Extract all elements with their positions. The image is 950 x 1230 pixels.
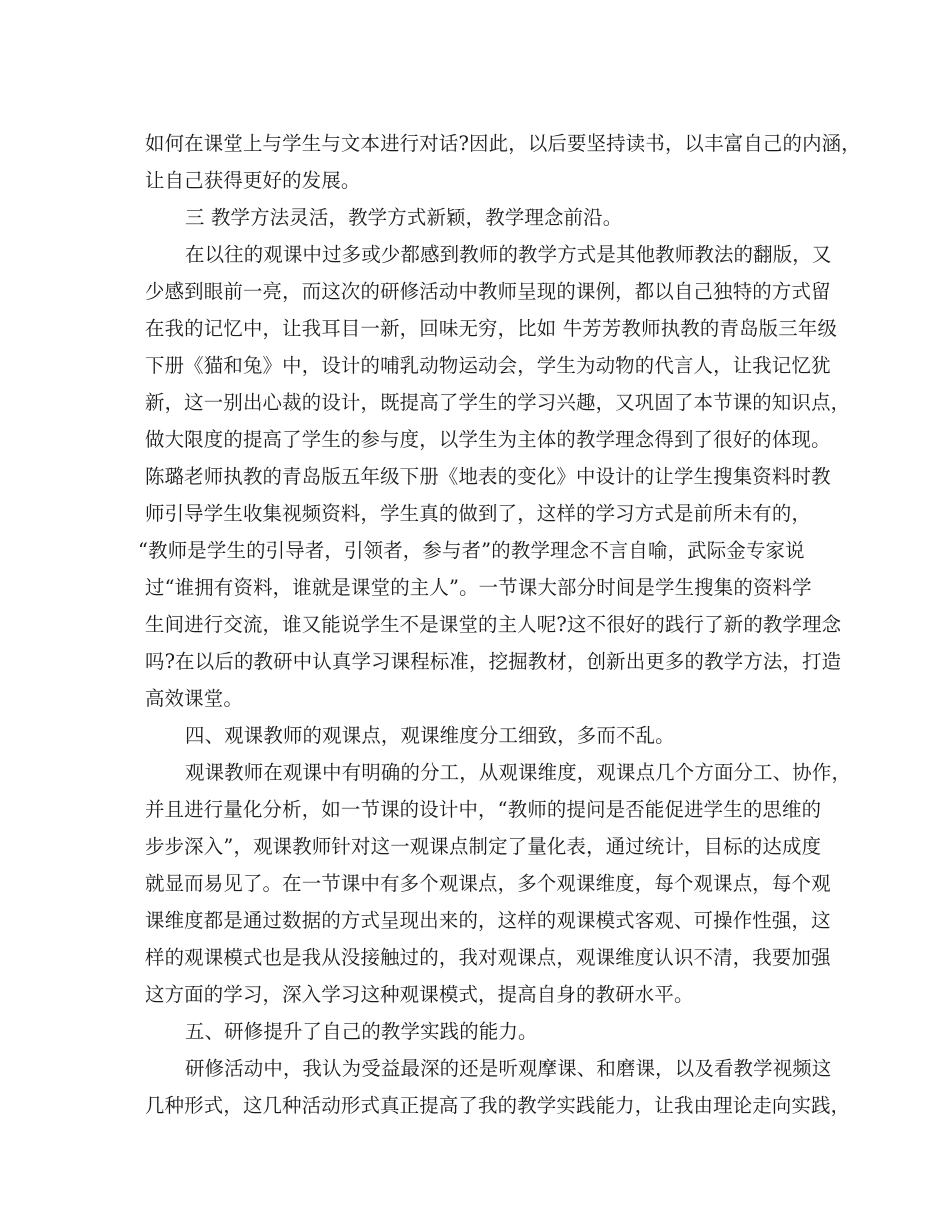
text-line-content: 过“谁拥有资料，谁就是课堂的主人”。一节课大部分时间是学生搜集的资料学 (145, 576, 812, 599)
text-line-content: 观课教师在观课中有明确的分工，从观课维度，观课点几个方面分工、协作， (185, 761, 852, 784)
text-line-content: 下册《猫和兔》中，设计的哺乳动物运动会，学生为动物的代言人，让我记忆犹 (145, 354, 831, 377)
section-heading-text: 三 教学方法灵活，教学方式新颖，教学理念前沿。 (185, 206, 623, 229)
text-line-content: 师引导学生收集视频资料，学生真的做到了，这样的学习方式是前所未有的， (145, 502, 812, 525)
text-line-content: 在我的记忆中，让我耳目一新，回味无穷，比如 牛芳芳教师执教的青岛版三年级 (145, 317, 838, 340)
text-line-content: 并且进行量化分析，如一节课的设计中，“教师的提问是否能促进学生的思维的 (145, 798, 822, 821)
text-line-content: 几种形式，这几种活动形式真正提高了我的教学实践能力，让我由理论走向实践， (145, 1094, 851, 1117)
text-line-content: 这方面的学习，深入学习这种观课模式，提高自身的教研水平。 (145, 983, 694, 1006)
section-heading-5 (0, 1014, 950, 1050)
text-line-content: 样的观课模式也是我从没接触过的，我对观课点，观课维度认识不清，我要加强 (145, 946, 831, 969)
text-line (0, 681, 950, 717)
text-line-content: 在以往的观课中过多或少都感到教师的教学方式是其他教师教法的翻版，又 (185, 243, 832, 266)
text-line-content: 如何在课堂上与学生与文本进行对话?因此，以后要坚持读书，以丰富自己的内涵， (145, 132, 861, 155)
text-line (0, 644, 950, 680)
text-line-content: 吗?在以后的教研中认真学习课程标准，挖掘教材，创新出更多的教学方法，打造 (145, 650, 842, 673)
text-line-content: 做大限度的提高了学生的参与度，以学生为主体的教学理念得到了很好的体现。 (145, 428, 831, 451)
text-line-content: 新，这一别出心裁的设计，既提高了学生的学习兴趣，又巩固了本节课的知识点， (145, 391, 851, 414)
section-heading-3 (0, 200, 950, 236)
text-line-content: 让自己获得更好的发展。 (145, 169, 361, 192)
text-line (0, 422, 950, 458)
text-line (0, 237, 950, 273)
text-line (0, 459, 950, 495)
text-line-content: 步步深入”，观课教师针对这一观课点制定了量化表，通过统计，目标的达成度 (145, 835, 822, 858)
text-line (0, 755, 950, 791)
text-line-content: 研修活动中，我认为受益最深的还是听观摩课、和磨课，以及看教学视频这 (185, 1057, 832, 1080)
text-line (0, 1051, 950, 1087)
text-line-content: 课维度都是通过数据的方式呈现出来的，这样的观课模式客观、可操作性强，这 (145, 909, 831, 932)
text-line-content: 陈璐老师执教的青岛版五年级下册《地表的变化》中设计的让学生搜集资料时教 (145, 465, 831, 488)
text-line-content: “教师是学生的引导者，引领者，参与者”的教学理念不言自喻，武际金专家说 (138, 539, 805, 562)
text-line (0, 977, 950, 1013)
text-line-content: 生间进行交流，谁又能说学生不是课堂的主人呢?这不很好的践行了新的教学理念 (145, 613, 842, 636)
text-line (0, 1088, 950, 1124)
text-line (0, 940, 950, 976)
text-line (0, 348, 950, 384)
section-heading-text: 四、观课教师的观课点，观课维度分工细致，多而不乱。 (185, 724, 675, 747)
text-line (0, 496, 950, 532)
text-line (0, 903, 950, 939)
text-line-content: 高效课堂。 (145, 687, 243, 710)
text-line (0, 126, 950, 162)
text-line (0, 829, 950, 865)
text-line (0, 385, 950, 421)
text-line (0, 533, 950, 569)
text-line (0, 274, 950, 310)
section-heading-4 (0, 718, 950, 754)
text-line (0, 792, 950, 828)
text-line (0, 163, 950, 199)
text-line (0, 570, 950, 606)
text-line (0, 866, 950, 902)
text-line (0, 607, 950, 643)
text-line (0, 311, 950, 347)
text-line-content: 就显而易见了。在一节课中有多个观课点，多个观课维度，每个观课点，每个观 (145, 872, 831, 895)
section-heading-text: 五、研修提升了自己的教学实践的能力。 (185, 1020, 538, 1043)
text-line-content: 少感到眼前一亮，而这次的研修活动中教师呈现的课例，都以自己独特的方式留 (145, 280, 831, 303)
